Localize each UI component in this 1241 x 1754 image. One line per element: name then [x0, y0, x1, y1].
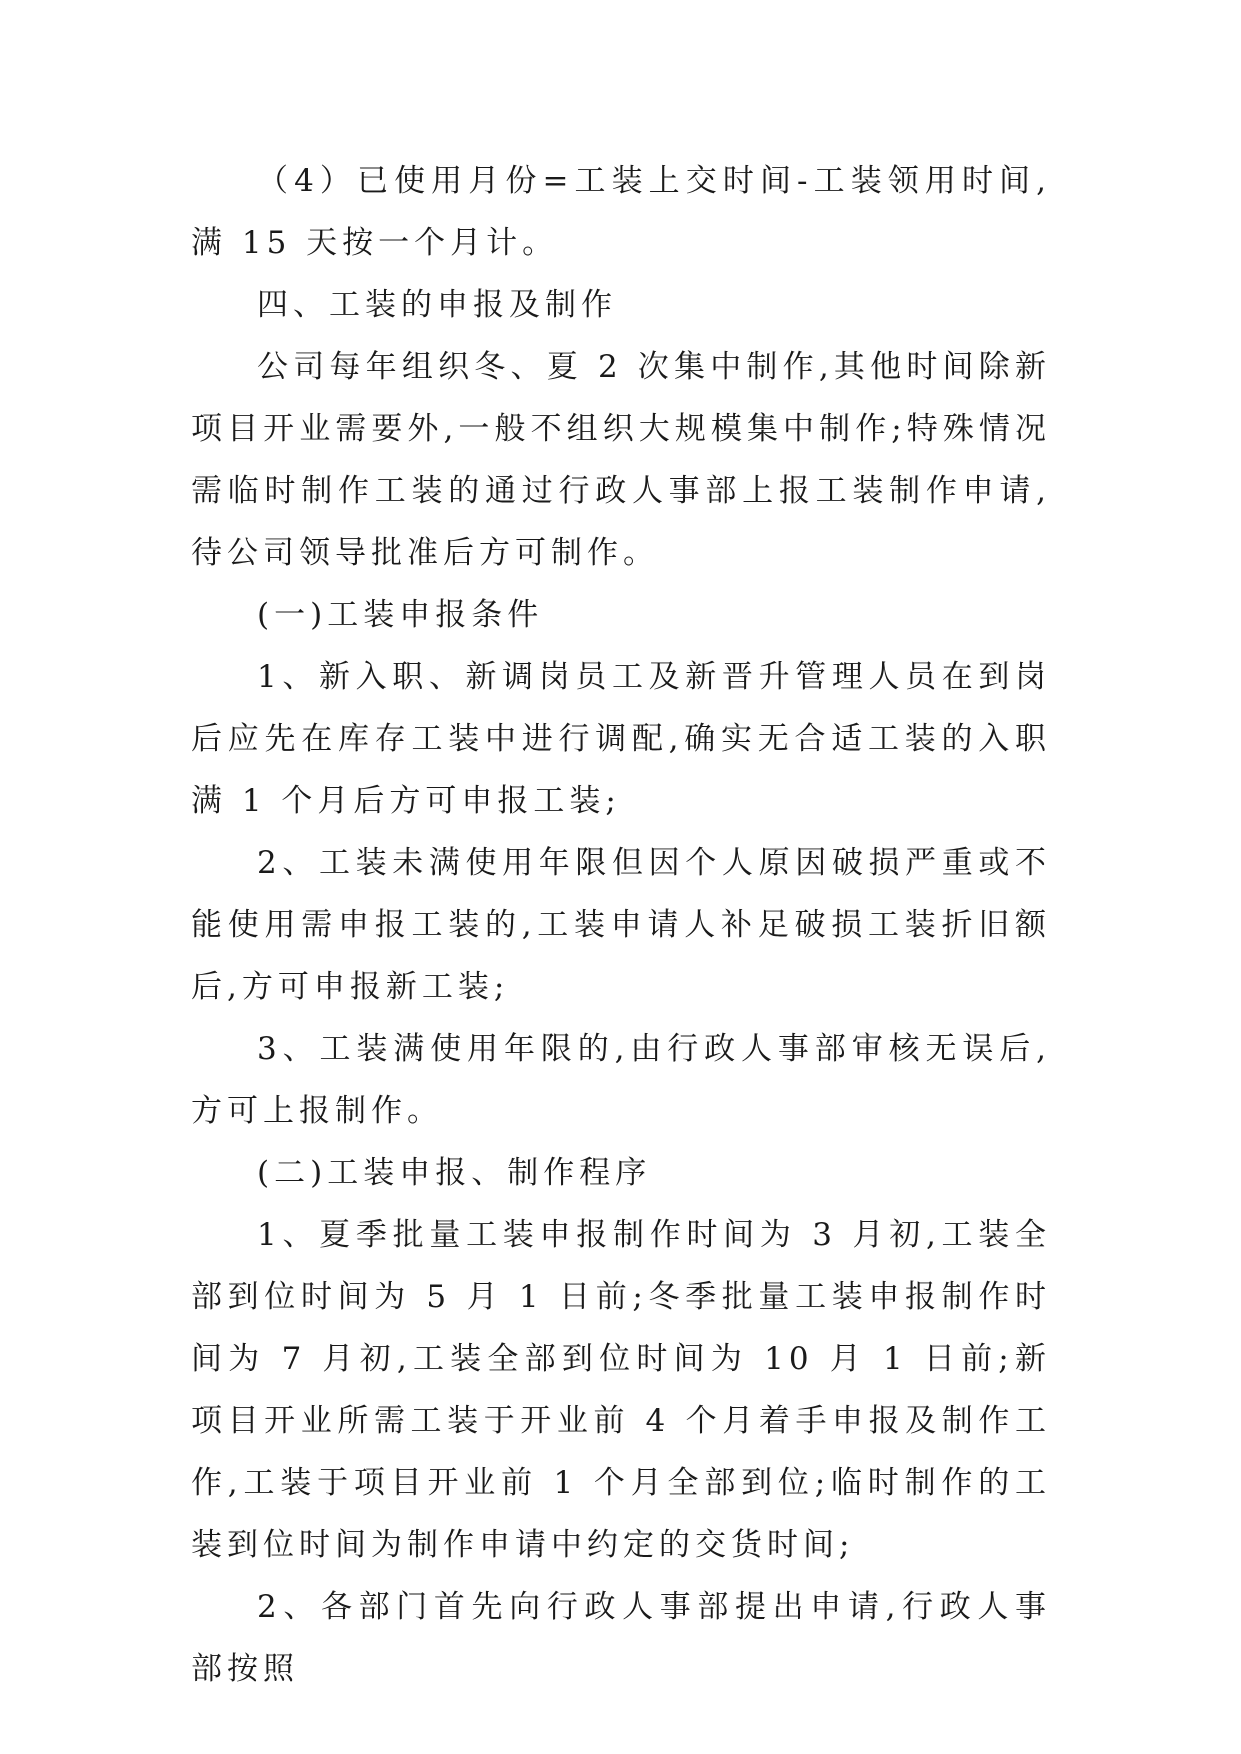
paragraph-used-months: （4）已使用月份=工装上交时间-工装领用时间,满 15 天按一个月计。 [191, 163, 1051, 261]
paragraph-procedure-1: 1、夏季批量工装申报制作时间为 3 月初,工装全部到位时间为 5 月 1 日前;冬季批量工装申报制作时间为 7 月初,工装全部到位时间为 10 月 1 日前;新项目开业所需工装于开业前 4 个月着手申报及制作工作,工装于项目开业前 1 个月全部到位;临时制作的工装到位时间为制作申请中约定的交货时间; [191, 1217, 1051, 1563]
document-body [191, 150, 1051, 1700]
paragraph-condition-3: 3、工装满使用年限的,由行政人事部审核无误后,方可上报制作。 [191, 1031, 1051, 1129]
paragraph-condition-2: 2、工装未满使用年限但因个人原因破损严重或不能使用需申报工装的,工装申请人补足破损工装折旧额后,方可申报新工装; [191, 845, 1051, 1005]
subheading-application-conditions: (一)工装申报条件 [257, 597, 544, 633]
section-heading-application-production: 四、工装的申报及制作 [257, 287, 617, 323]
paragraph-condition-1: 1、新入职、新调岗员工及新晋升管理人员在到岗后应先在库存工装中进行调配,确实无合适工装的入职满 1 个月后方可申报工装; [191, 659, 1051, 819]
paragraph-production-schedule: 公司每年组织冬、夏 2 次集中制作,其他时间除新项目开业需要外,一般不组织大规模集中制作;特殊情况需临时制作工装的通过行政人事部上报工装制作申请,待公司领导批准后方可制作。 [191, 349, 1051, 571]
subheading-application-procedure: (二)工装申报、制作程序 [257, 1155, 652, 1191]
paragraph-procedure-2: 2、各部门首先向行政人事部提出申请,行政人事部按照 [191, 1589, 1051, 1687]
